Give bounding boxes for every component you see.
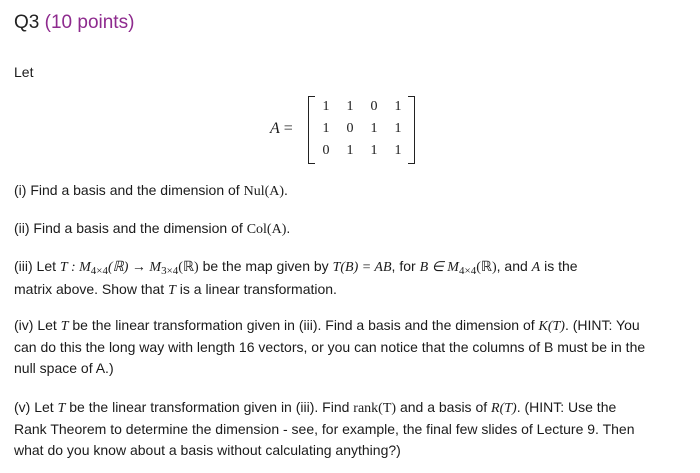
matrix-right-bracket [408, 96, 415, 164]
matrix-cell: 1 [370, 143, 378, 158]
part-iii-text2: , for [391, 258, 420, 274]
part-v-line3: what do you know about a basis without calculating anything?) [14, 442, 401, 458]
matrix-cell: 1 [394, 121, 402, 136]
matrix-cell: 1 [346, 143, 354, 158]
matrix-cell: 1 [346, 99, 354, 114]
intro-text: Let [14, 64, 34, 80]
part-v-lead: (v) Let [14, 399, 58, 415]
matrix-cell: 1 [394, 99, 402, 114]
matrix-cell: 0 [322, 143, 330, 158]
part-v-t: T [57, 401, 66, 416]
matrix-cell: 0 [370, 99, 378, 114]
part-iii [14, 256, 686, 301]
matrix-cell: 1 [322, 99, 330, 114]
part-iii-elem2: (ℝ) [476, 260, 497, 275]
part-iii-aname: A [531, 260, 541, 275]
matrix-cell: 1 [322, 121, 330, 136]
part-v-line2: Rank Theorem to determine the dimension - see, for example, the final few slides of Lecture 9. Then [14, 421, 635, 437]
part-ii-text: (ii) Find a basis and the dimension of [14, 220, 247, 236]
part-v-rank: rank(T) [353, 401, 397, 416]
question-number: Q3 [14, 12, 40, 33]
matrix-cell: 1 [394, 143, 402, 158]
part-v-text3: . (HINT: Use the [516, 399, 617, 415]
question-points: (10 points) [44, 12, 135, 33]
question-title [14, 12, 134, 34]
part-i-end: . [284, 182, 288, 198]
part-iii-lead: (iii) Let [14, 258, 60, 274]
part-iii-mid: (ℝ) → M [107, 260, 162, 275]
part-iv [14, 315, 686, 379]
part-ii-end: . [286, 220, 291, 236]
part-iv-text2: . (HINT: You [564, 317, 640, 333]
matrix-left-bracket [308, 96, 315, 164]
part-ii-expr: Col(A) [246, 222, 287, 237]
part-i [14, 180, 686, 202]
part-iii-line2a: matrix above. Show that [14, 281, 169, 297]
part-iii-text4: is the [540, 258, 578, 274]
part-iv-line2: can do this the long way with length 16 vectors, or you can notice that the columns of B must be in the [14, 339, 646, 355]
part-v-r: R(T) [491, 401, 517, 416]
part-iii-sub3: 4×4 [458, 265, 477, 277]
matrix-name: A [270, 120, 280, 137]
matrix-cell: 1 [370, 121, 378, 136]
part-ii [14, 218, 686, 240]
part-v-text2: and a basis of [396, 399, 492, 415]
part-iv-t: T [60, 319, 69, 334]
part-iv-line3: null space of A.) [14, 360, 114, 376]
part-iv-k: K(T) [538, 319, 565, 334]
part-i-expr: Nul(A) [243, 184, 285, 199]
part-iii-text3: , and [496, 258, 532, 274]
part-iii-sub1: 4×4 [90, 265, 108, 277]
part-iii-map: T : M [59, 260, 91, 275]
part-iii-mid2: (ℝ) [178, 260, 199, 275]
part-iii-sub2: 3×4 [161, 265, 179, 277]
part-i-text: (i) Find a basis and the dimension of [14, 182, 244, 198]
part-v [14, 397, 686, 461]
part-iii-def: T(B) = AB [332, 260, 392, 275]
matrix-label [270, 120, 293, 138]
part-iii-elem: B ∈ M [419, 260, 459, 275]
part-iii-line2b: is a linear transformation. [175, 281, 337, 297]
part-iv-lead: (iv) Let [14, 317, 61, 333]
part-v-text1: be the linear transformation given in (iii). Find [65, 399, 354, 415]
part-iii-text1: be the map given by [198, 258, 333, 274]
matrix-equals: = [283, 120, 293, 137]
matrix-cell: 0 [346, 121, 354, 136]
part-iii-t: T [168, 283, 176, 298]
part-iv-text1: be the linear transformation given in (iii). Find a basis and the dimension of [68, 317, 539, 333]
